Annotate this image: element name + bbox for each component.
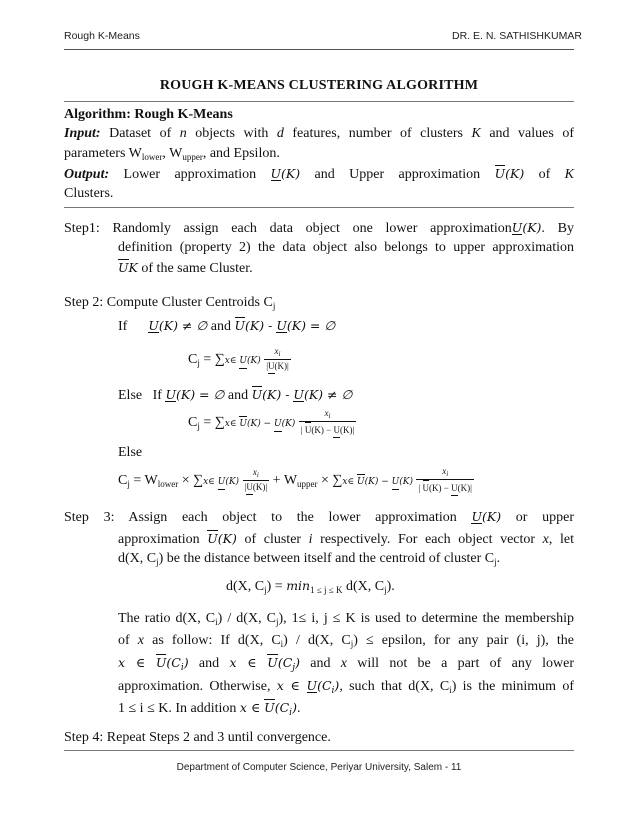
step2-heading: Step 2: Compute Cluster Centroids $C_j$ <box>64 295 276 311</box>
step3-line-5: of x as follow: If d(X, $C_i) / d(X$, $C_j$) ≤ epsilon, for any pair (i, j), the <box>118 633 574 649</box>
input-line-2: parameters $W_{lower}$, $W_{upper}$, and Epsilon. <box>64 146 280 162</box>
page-title: ROUGH K-MEANS CLUSTERING ALGORITHM <box>159 78 479 93</box>
algorithm-rule <box>64 207 574 208</box>
step2-if: If <box>118 319 128 334</box>
step3-line-8: 1 ≤ i ≤ K. In addition x ∈ $U(C_i)$. <box>118 700 301 718</box>
output-line-2: Clusters. <box>64 186 114 201</box>
step1-line-1: Step1: Randomly assign each data object one lower approximationU(K). By <box>64 220 574 236</box>
header-rule <box>64 49 574 50</box>
step1-line-3: UK of the same Cluster. <box>118 260 253 276</box>
step3-line-7: approximation. Otherwise, x ∈ $U(C_i)$, such that d(X, $C_i$) is the minimum of <box>118 678 574 696</box>
step2-if-line: If U(K) ≠ ∅ and U(K) - U(K) = ∅ <box>118 318 336 334</box>
step2-formula-1: $C_j$ = ∑x∈ U(K) $\frac{x_i}{|U(K)|}$ <box>188 346 291 374</box>
output-line-1: Output: Lower approximation U(K) and Upper approximation U(K) of K <box>64 166 574 182</box>
algorithm-name: Algorithm: Rough K-Means <box>64 107 233 122</box>
output-label: Output: <box>64 167 110 182</box>
step2-formula-2: $C_j$ = ∑x∈ U(K) − U(K) $\frac{x_i}{| U(K) - U(K)|}$ <box>188 408 356 438</box>
bottom-rule <box>64 750 574 751</box>
step3-line-2: approximation U(K) of cluster i respectively. For each object vector x, let <box>118 531 574 547</box>
step3-line-3: d(X, $C_j$) be the distance between itself and the centroid of cluster $C_j$. <box>118 551 501 567</box>
step1-line-2: definition (property 2) the data object also belongs to upper approximation <box>118 240 574 255</box>
step4-text: Step 4: Repeat Steps 2 and 3 until convergence. <box>64 730 331 745</box>
step2-else: Else <box>118 445 143 460</box>
step2-label: Step 2: Compute Cluster Centroids C <box>64 295 273 310</box>
step3-formula: d(X, $C_j) = \min_{1 \le j \le K} d(X$, $C_j$). <box>226 578 395 595</box>
header-right: DR. E. N. SATHISHKUMAR <box>452 30 582 42</box>
input-label: Input: <box>64 126 101 141</box>
step3-line-1: Step 3: Assign each object to the lower approximation U(K) or upper <box>64 509 574 525</box>
footer-text: Department of Computer Science, Periyar University, Salem - 11 <box>176 762 462 773</box>
step3-label: Step 3: <box>64 510 115 525</box>
header-left: Rough K-Means <box>64 30 140 42</box>
step2-elseif-line: Else If U(K) = ∅ and U(K) - U(K) ≠ ∅ <box>118 387 353 403</box>
step2-formula-3: $C_j = W_{lower}$ × ∑x∈ U(K) $\frac{x_i}{|U(K)|}$ + $W_{upper}$ × ∑x∈ U(K) − U(K) $\frac{x_i}{| U(K) - U(K)|}$ <box>118 466 474 496</box>
step3-line-4: The ratio d(X, $C_i) / d(X$, $C_j$), 1≤ i, j ≤ K is used to determine the membership <box>118 611 574 627</box>
step1-label: Step1: <box>64 221 100 236</box>
input-line-1: Input: Dataset of n objects with d features, number of clusters K and values of <box>64 126 574 141</box>
title-rule <box>64 101 574 102</box>
step3-line-6: x ∈ $U(C_i)$ and x ∈ $U(C_j)$ and x will not be a part of any lower <box>118 655 574 673</box>
step2-else-if: Else If <box>118 388 162 403</box>
step2-and-1: and <box>210 319 231 334</box>
